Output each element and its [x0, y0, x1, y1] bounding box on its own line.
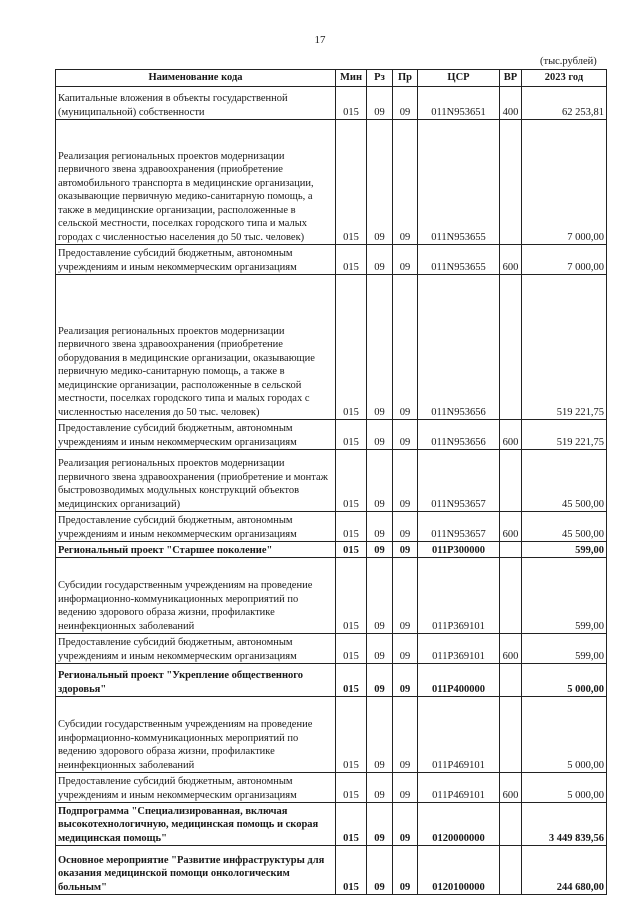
cell-name: Субсидии государственным учреждениям на проведение информационно-коммуникационных мероприятий по ведению здорового образа жизни, профилактике неинфекционных заболеваний [56, 697, 336, 773]
cell-name: Реализация региональных проектов модернизации первичного звена здравоохранения (приобретение и монтаж быстровозводимых модульных конструкций объектов медицинских организаций) [56, 450, 336, 512]
cell-pr: 09 [393, 87, 418, 120]
table-row [56, 275, 607, 420]
cell-vr [500, 697, 522, 773]
cell-rz: 09 [367, 420, 393, 450]
table-header-row [56, 70, 607, 87]
cell-vr: 600 [500, 512, 522, 542]
table-row [56, 450, 607, 512]
table-row [56, 120, 607, 245]
cell-vr [500, 664, 522, 697]
cell-csr: 011P469101 [418, 773, 500, 803]
header-vr: ВР [500, 70, 522, 87]
cell-csr: 011P300000 [418, 542, 500, 558]
table-row [56, 664, 607, 697]
cell-pr: 09 [393, 420, 418, 450]
cell-amount: 62 253,81 [522, 87, 607, 120]
cell-amount: 5 000,00 [522, 773, 607, 803]
cell-amount: 244 680,00 [522, 846, 607, 895]
cell-vr: 600 [500, 420, 522, 450]
table-row [56, 558, 607, 634]
cell-name: Подпрограмма "Специализированная, включая высокотехнологичную, медицинская помощь и скорая медицинская помощь" [56, 803, 336, 846]
cell-vr: 600 [500, 773, 522, 803]
cell-vr [500, 846, 522, 895]
cell-csr: 011N953657 [418, 512, 500, 542]
cell-pr: 09 [393, 803, 418, 846]
cell-csr: 011N953656 [418, 275, 500, 420]
cell-vr [500, 803, 522, 846]
cell-csr: 011N953657 [418, 450, 500, 512]
table-row [56, 87, 607, 120]
page-number: 17 [314, 34, 326, 46]
cell-csr: 011P369101 [418, 634, 500, 664]
cell-amount: 45 500,00 [522, 512, 607, 542]
cell-vr [500, 450, 522, 512]
cell-csr: 011P400000 [418, 664, 500, 697]
cell-pr: 09 [393, 245, 418, 275]
cell-name: Региональный проект "Старшее поколение" [56, 542, 336, 558]
cell-amount: 7 000,00 [522, 245, 607, 275]
cell-csr: 011P469101 [418, 697, 500, 773]
cell-min: 015 [336, 450, 367, 512]
header-year: 2023 год [522, 70, 607, 87]
cell-min: 015 [336, 846, 367, 895]
cell-rz: 09 [367, 773, 393, 803]
cell-amount: 599,00 [522, 634, 607, 664]
cell-csr: 0120000000 [418, 803, 500, 846]
header-name: Наименование кода [56, 70, 336, 87]
cell-rz: 09 [367, 87, 393, 120]
budget-table [55, 69, 607, 895]
cell-vr: 600 [500, 634, 522, 664]
cell-rz: 09 [367, 846, 393, 895]
cell-vr: 400 [500, 87, 522, 120]
cell-name: Предоставление субсидий бюджетным, автономным учреждениям и иным некоммерческим организациям [56, 634, 336, 664]
cell-name: Реализация региональных проектов модернизации первичного звена здравоохранения (приобретение оборудования в медицинские организации, оказывающие первичную медико-санитарную помощь, а также в медицинские организации, расположенные в сельской местности, поселках городского типа и малых городах с численностью населения до 50 тыс. человек) [56, 275, 336, 420]
cell-rz: 09 [367, 803, 393, 846]
cell-pr: 09 [393, 512, 418, 542]
cell-min: 015 [336, 803, 367, 846]
cell-rz: 09 [367, 512, 393, 542]
cell-rz: 09 [367, 542, 393, 558]
table-row [56, 846, 607, 895]
cell-amount: 599,00 [522, 542, 607, 558]
cell-amount: 3 449 839,56 [522, 803, 607, 846]
units-label: (тыс.рублей) [540, 56, 597, 67]
cell-pr: 09 [393, 664, 418, 697]
header-csr: ЦСР [418, 70, 500, 87]
header-pr: Пр [393, 70, 418, 87]
cell-min: 015 [336, 542, 367, 558]
table-row [56, 634, 607, 664]
cell-min: 015 [336, 773, 367, 803]
table-row [56, 773, 607, 803]
cell-name: Капитальные вложения в объекты государственной (муниципальной) собственности [56, 87, 336, 120]
cell-min: 015 [336, 697, 367, 773]
table-row [56, 420, 607, 450]
cell-vr [500, 542, 522, 558]
cell-amount: 5 000,00 [522, 697, 607, 773]
cell-pr: 09 [393, 697, 418, 773]
cell-rz: 09 [367, 697, 393, 773]
cell-amount: 519 221,75 [522, 275, 607, 420]
cell-pr: 09 [393, 275, 418, 420]
cell-amount: 45 500,00 [522, 450, 607, 512]
cell-rz: 09 [367, 120, 393, 245]
cell-min: 015 [336, 664, 367, 697]
cell-name: Реализация региональных проектов модернизации первичного звена здравоохранения (приобретение автомобильного транспорта в медицинские организации, оказывающие первичную медико-санитарную помощь, а также в медицинские организации, расположенные в сельской местности, поселках городского типа и малых городах с численностью населения до 50 тыс. человек) [56, 120, 336, 245]
cell-pr: 09 [393, 450, 418, 512]
cell-vr [500, 120, 522, 245]
cell-amount: 7 000,00 [522, 120, 607, 245]
cell-name: Предоставление субсидий бюджетным, автономным учреждениям и иным некоммерческим организациям [56, 245, 336, 275]
cell-rz: 09 [367, 450, 393, 512]
cell-min: 015 [336, 634, 367, 664]
table-row [56, 542, 607, 558]
table-row [56, 245, 607, 275]
cell-name: Основное мероприятие "Развитие инфраструктуры для оказания медицинской помощи онкологическим больным" [56, 846, 336, 895]
table-row [56, 803, 607, 846]
cell-rz: 09 [367, 558, 393, 634]
cell-name: Предоставление субсидий бюджетным, автономным учреждениям и иным некоммерческим организациям [56, 773, 336, 803]
cell-csr: 011P369101 [418, 558, 500, 634]
cell-name: Региональный проект "Укрепление общественного здоровья" [56, 664, 336, 697]
cell-name: Предоставление субсидий бюджетным, автономным учреждениям и иным некоммерческим организациям [56, 420, 336, 450]
cell-pr: 09 [393, 558, 418, 634]
header-min: Мин [336, 70, 367, 87]
cell-min: 015 [336, 558, 367, 634]
header-rz: Рз [367, 70, 393, 87]
cell-min: 015 [336, 512, 367, 542]
cell-pr: 09 [393, 846, 418, 895]
cell-pr: 09 [393, 542, 418, 558]
cell-rz: 09 [367, 634, 393, 664]
cell-csr: 011N953655 [418, 120, 500, 245]
cell-min: 015 [336, 120, 367, 245]
cell-min: 015 [336, 420, 367, 450]
cell-min: 015 [336, 275, 367, 420]
cell-vr: 600 [500, 245, 522, 275]
table-row [56, 697, 607, 773]
cell-name: Предоставление субсидий бюджетным, автономным учреждениям и иным некоммерческим организациям [56, 512, 336, 542]
cell-csr: 0120100000 [418, 846, 500, 895]
cell-csr: 011N953651 [418, 87, 500, 120]
cell-amount: 519 221,75 [522, 420, 607, 450]
table-row [56, 512, 607, 542]
cell-rz: 09 [367, 245, 393, 275]
cell-csr: 011N953655 [418, 245, 500, 275]
cell-min: 015 [336, 245, 367, 275]
cell-rz: 09 [367, 275, 393, 420]
cell-amount: 599,00 [522, 558, 607, 634]
cell-csr: 011N953656 [418, 420, 500, 450]
cell-pr: 09 [393, 634, 418, 664]
cell-rz: 09 [367, 664, 393, 697]
cell-vr [500, 275, 522, 420]
cell-pr: 09 [393, 773, 418, 803]
cell-name: Субсидии государственным учреждениям на проведение информационно-коммуникационных мероприятий по ведению здорового образа жизни, профилактике неинфекционных заболеваний [56, 558, 336, 634]
cell-amount: 5 000,00 [522, 664, 607, 697]
cell-vr [500, 558, 522, 634]
cell-min: 015 [336, 87, 367, 120]
cell-pr: 09 [393, 120, 418, 245]
